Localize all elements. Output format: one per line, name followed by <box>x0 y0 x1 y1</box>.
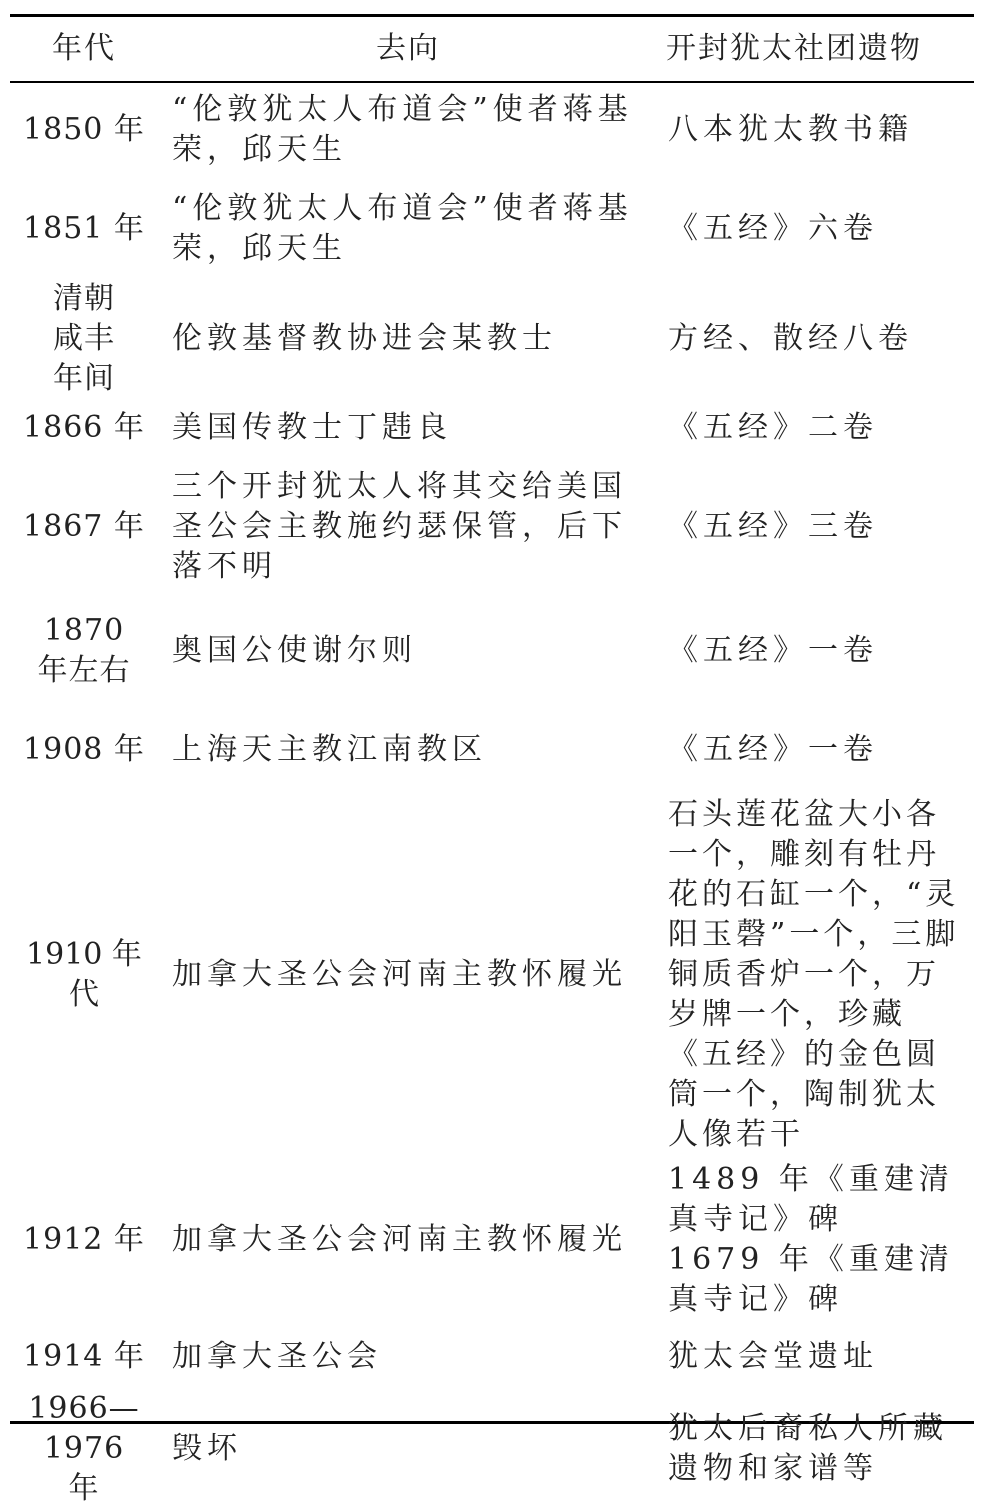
table-row <box>10 399 974 457</box>
destination-cell: 上海天主教江南教区 <box>172 732 487 767</box>
year-cell: 1910 年代 <box>26 937 142 1012</box>
relics-cell <box>658 1155 974 1325</box>
table-row <box>10 1325 974 1389</box>
destination-cell: 毁坏 <box>172 1431 242 1466</box>
relics-line: 1489 年《重建清真寺记》碑 <box>668 1162 954 1237</box>
table-row <box>10 457 974 597</box>
destination-cell: 奥国公使谢尔则 <box>172 633 417 668</box>
destination-cell: “伦敦犹太人布道会”使者蒋基荣，邱天生 <box>172 92 633 167</box>
relics-cell: 八本犹太教书籍 <box>668 112 913 147</box>
table-row <box>10 597 974 705</box>
table-row <box>10 705 974 795</box>
destination-cell: 美国传教士丁韪良 <box>172 410 452 445</box>
table-row <box>10 81 974 179</box>
year-cell: 1867 年 <box>23 509 145 544</box>
table-row <box>10 1389 974 1509</box>
table-row <box>10 279 974 399</box>
destination-cell: 加拿大圣公会河南主教怀履光 <box>172 957 627 992</box>
year-cell: 1914 年 <box>23 1339 145 1374</box>
year-cell: 1851 年 <box>23 211 145 246</box>
destination-cell: 加拿大圣公会 <box>172 1339 382 1374</box>
header-relics: 开封犹太社团遗物 <box>666 31 922 66</box>
destination-cell: 加拿大圣公会河南主教怀履光 <box>172 1222 627 1257</box>
year-cell: 1850 年 <box>23 112 145 147</box>
relics-cell: 犹太后裔私人所藏遗物和家谱等 <box>668 1411 948 1486</box>
relics-cell: 《五经》一卷 <box>668 633 878 668</box>
year-cell: 1912 年 <box>23 1222 145 1257</box>
year-cell: 1908 年 <box>23 732 145 767</box>
relics-cell: 石头莲花盆大小各一个，雕刻有牡丹花的石缸一个，“灵阳玉磬”一个，三脚铜质香炉一个，万岁牌一个，珍藏《五经》的金色圆筒一个，陶制犹太人像若干 <box>668 797 960 1152</box>
relics-cell: 方经、散经八卷 <box>668 321 913 356</box>
year-cell: 1966—1976 年 <box>28 1391 140 1506</box>
table-row <box>10 179 974 279</box>
table-header-row <box>10 17 974 81</box>
destination-cell: 伦敦基督教协进会某教士 <box>172 321 557 356</box>
relics-cell: 《五经》三卷 <box>668 509 878 544</box>
relics-cell: 《五经》二卷 <box>668 410 878 445</box>
destination-cell: 三个开封犹太人将其交给美国圣公会主教施约瑟保管，后下落不明 <box>172 469 627 584</box>
table-row <box>10 1155 974 1325</box>
header-destination: 去向 <box>376 31 440 66</box>
relics-cell: 《五经》六卷 <box>668 211 878 246</box>
relics-table <box>10 17 974 1509</box>
relics-cell: 《五经》一卷 <box>668 732 878 767</box>
header-year: 年代 <box>52 31 116 66</box>
year-cell: 1866 年 <box>23 410 145 445</box>
year-cell: 1870 年左右 <box>37 613 131 688</box>
year-cell: 清朝咸丰年间 <box>53 281 115 396</box>
relics-line: 1679 年《重建清真寺记》碑 <box>668 1242 954 1317</box>
relics-cell: 犹太会堂遗址 <box>668 1339 878 1374</box>
destination-cell: “伦敦犹太人布道会”使者蒋基荣，邱天生 <box>172 191 633 266</box>
table-row <box>10 795 974 1155</box>
